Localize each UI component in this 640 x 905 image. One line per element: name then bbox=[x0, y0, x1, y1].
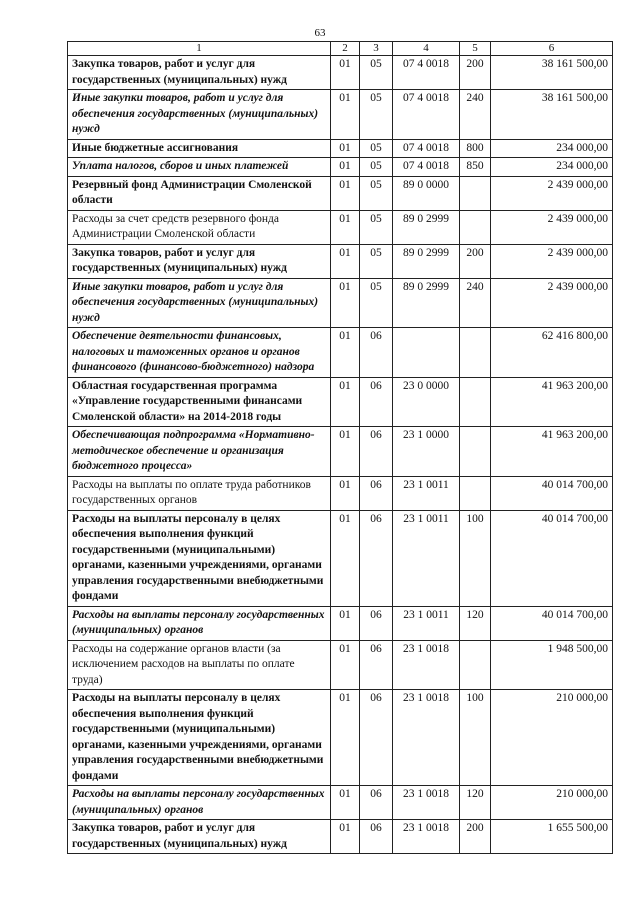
row-target-article: 89 0 2999 bbox=[393, 278, 460, 328]
row-section: 01 bbox=[331, 158, 360, 177]
row-expense-type: 200 bbox=[460, 820, 491, 854]
row-name: Расходы на выплаты персоналу в целях обеспечения выполнения функций государственными (муниципальными) органами, казенными учреждениями, органами управления государственными внебюджетными фондами bbox=[68, 510, 331, 606]
row-amount: 210 000,00 bbox=[491, 690, 613, 786]
row-section: 01 bbox=[331, 820, 360, 854]
table-row bbox=[68, 476, 613, 510]
row-expense-type bbox=[460, 427, 491, 477]
row-subsection: 06 bbox=[360, 690, 393, 786]
row-subsection: 06 bbox=[360, 786, 393, 820]
row-expense-type bbox=[460, 377, 491, 427]
row-subsection: 05 bbox=[360, 210, 393, 244]
row-section: 01 bbox=[331, 278, 360, 328]
row-subsection: 05 bbox=[360, 158, 393, 177]
row-target-article bbox=[393, 328, 460, 378]
row-section: 01 bbox=[331, 786, 360, 820]
row-subsection: 06 bbox=[360, 427, 393, 477]
row-expense-type: 240 bbox=[460, 90, 491, 140]
row-amount: 2 439 000,00 bbox=[491, 244, 613, 278]
row-amount: 2 439 000,00 bbox=[491, 210, 613, 244]
table-row bbox=[68, 690, 613, 786]
row-amount: 210 000,00 bbox=[491, 786, 613, 820]
page-number: 63 bbox=[314, 27, 326, 39]
row-name: Расходы за счет средств резервного фонда Администрации Смоленской области bbox=[68, 210, 331, 244]
table-row bbox=[68, 510, 613, 606]
row-target-article: 89 0 2999 bbox=[393, 244, 460, 278]
row-name: Иные закупки товаров, работ и услуг для обеспечения государственных (муниципальных) нужд bbox=[68, 278, 331, 328]
row-amount: 40 014 700,00 bbox=[491, 510, 613, 606]
table-row bbox=[68, 786, 613, 820]
row-amount: 234 000,00 bbox=[491, 158, 613, 177]
row-amount: 40 014 700,00 bbox=[491, 606, 613, 640]
row-name: Расходы на выплаты персоналу государственных (муниципальных) органов bbox=[68, 606, 331, 640]
row-name: Расходы на содержание органов власти (за исключением расходов на выплаты по оплате труда) bbox=[68, 640, 331, 690]
row-target-article: 23 1 0011 bbox=[393, 476, 460, 510]
row-expense-type: 120 bbox=[460, 606, 491, 640]
header-col-2: 2 bbox=[331, 42, 360, 56]
row-section: 01 bbox=[331, 377, 360, 427]
row-amount: 2 439 000,00 bbox=[491, 176, 613, 210]
row-target-article: 23 0 0000 bbox=[393, 377, 460, 427]
row-section: 01 bbox=[331, 476, 360, 510]
row-target-article: 07 4 0018 bbox=[393, 56, 460, 90]
row-amount: 41 963 200,00 bbox=[491, 427, 613, 477]
row-name: Обеспечение деятельности финансовых, налоговых и таможенных органов и органов финансового (финансово-бюджетного) надзора bbox=[68, 328, 331, 378]
row-subsection: 06 bbox=[360, 510, 393, 606]
header-col-4: 4 bbox=[393, 42, 460, 56]
row-amount: 38 161 500,00 bbox=[491, 56, 613, 90]
table-row bbox=[68, 158, 613, 177]
row-name: Уплата налогов, сборов и иных платежей bbox=[68, 158, 331, 177]
row-name: Обеспечивающая подпрограмма «Нормативно-методическое обеспечение и организация бюджетного процесса» bbox=[68, 427, 331, 477]
row-expense-type: 120 bbox=[460, 786, 491, 820]
row-expense-type: 240 bbox=[460, 278, 491, 328]
row-section: 01 bbox=[331, 690, 360, 786]
row-section: 01 bbox=[331, 56, 360, 90]
row-subsection: 05 bbox=[360, 139, 393, 158]
row-subsection: 05 bbox=[360, 56, 393, 90]
row-target-article: 23 1 0018 bbox=[393, 640, 460, 690]
table-row bbox=[68, 278, 613, 328]
row-expense-type: 850 bbox=[460, 158, 491, 177]
row-name: Расходы на выплаты персоналу государственных (муниципальных) органов bbox=[68, 786, 331, 820]
row-section: 01 bbox=[331, 139, 360, 158]
row-amount: 234 000,00 bbox=[491, 139, 613, 158]
row-section: 01 bbox=[331, 328, 360, 378]
row-expense-type: 200 bbox=[460, 244, 491, 278]
row-amount: 40 014 700,00 bbox=[491, 476, 613, 510]
row-subsection: 06 bbox=[360, 476, 393, 510]
row-target-article: 89 0 2999 bbox=[393, 210, 460, 244]
row-section: 01 bbox=[331, 244, 360, 278]
row-expense-type: 100 bbox=[460, 510, 491, 606]
row-target-article: 07 4 0018 bbox=[393, 158, 460, 177]
row-amount: 38 161 500,00 bbox=[491, 90, 613, 140]
row-subsection: 06 bbox=[360, 640, 393, 690]
row-name: Иные бюджетные ассигнования bbox=[68, 139, 331, 158]
header-col-3: 3 bbox=[360, 42, 393, 56]
row-target-article: 23 1 0011 bbox=[393, 510, 460, 606]
row-amount: 1 655 500,00 bbox=[491, 820, 613, 854]
row-section: 01 bbox=[331, 176, 360, 210]
table-row bbox=[68, 139, 613, 158]
row-expense-type bbox=[460, 328, 491, 378]
row-target-article: 23 1 0000 bbox=[393, 427, 460, 477]
row-section: 01 bbox=[331, 640, 360, 690]
header-col-1: 1 bbox=[68, 42, 331, 56]
row-amount: 41 963 200,00 bbox=[491, 377, 613, 427]
row-name: Закупка товаров, работ и услуг для государственных (муниципальных) нужд bbox=[68, 56, 331, 90]
row-name: Иные закупки товаров, работ и услуг для обеспечения государственных (муниципальных) нужд bbox=[68, 90, 331, 140]
row-section: 01 bbox=[331, 90, 360, 140]
table-row bbox=[68, 90, 613, 140]
table-row bbox=[68, 606, 613, 640]
row-subsection: 06 bbox=[360, 606, 393, 640]
row-expense-type: 200 bbox=[460, 56, 491, 90]
row-expense-type: 100 bbox=[460, 690, 491, 786]
row-amount: 1 948 500,00 bbox=[491, 640, 613, 690]
row-target-article: 07 4 0018 bbox=[393, 90, 460, 140]
row-target-article: 89 0 0000 bbox=[393, 176, 460, 210]
row-subsection: 05 bbox=[360, 244, 393, 278]
row-subsection: 05 bbox=[360, 176, 393, 210]
table-row bbox=[68, 328, 613, 378]
table-row bbox=[68, 210, 613, 244]
row-expense-type bbox=[460, 476, 491, 510]
row-subsection: 06 bbox=[360, 328, 393, 378]
table-row bbox=[68, 427, 613, 477]
row-target-article: 23 1 0018 bbox=[393, 690, 460, 786]
table-row bbox=[68, 377, 613, 427]
row-name: Расходы на выплаты по оплате труда работников государственных органов bbox=[68, 476, 331, 510]
row-name: Закупка товаров, работ и услуг для государственных (муниципальных) нужд bbox=[68, 244, 331, 278]
budget-table bbox=[67, 41, 613, 854]
row-target-article: 23 1 0011 bbox=[393, 606, 460, 640]
row-expense-type bbox=[460, 176, 491, 210]
table-row bbox=[68, 640, 613, 690]
row-subsection: 06 bbox=[360, 820, 393, 854]
header-col-5: 5 bbox=[460, 42, 491, 56]
row-amount: 2 439 000,00 bbox=[491, 278, 613, 328]
row-section: 01 bbox=[331, 210, 360, 244]
row-target-article: 23 1 0018 bbox=[393, 786, 460, 820]
row-subsection: 05 bbox=[360, 90, 393, 140]
row-subsection: 05 bbox=[360, 278, 393, 328]
row-section: 01 bbox=[331, 427, 360, 477]
header-row bbox=[68, 42, 613, 56]
row-subsection: 06 bbox=[360, 377, 393, 427]
row-name: Закупка товаров, работ и услуг для государственных (муниципальных) нужд bbox=[68, 820, 331, 854]
table-row bbox=[68, 176, 613, 210]
row-expense-type bbox=[460, 640, 491, 690]
row-target-article: 23 1 0018 bbox=[393, 820, 460, 854]
table-row bbox=[68, 244, 613, 278]
row-name: Областная государственная программа «Управление государственными финансами Смоленской области» на 2014-2018 годы bbox=[68, 377, 331, 427]
row-name: Расходы на выплаты персоналу в целях обеспечения выполнения функций государственными (муниципальными) органами, казенными учреждениями, органами управления государственными внебюджетными фондами bbox=[68, 690, 331, 786]
table-row bbox=[68, 820, 613, 854]
row-name: Резервный фонд Администрации Смоленской области bbox=[68, 176, 331, 210]
table-row bbox=[68, 56, 613, 90]
header-col-6: 6 bbox=[491, 42, 613, 56]
row-section: 01 bbox=[331, 510, 360, 606]
row-expense-type bbox=[460, 210, 491, 244]
row-amount: 62 416 800,00 bbox=[491, 328, 613, 378]
row-section: 01 bbox=[331, 606, 360, 640]
row-target-article: 07 4 0018 bbox=[393, 139, 460, 158]
row-expense-type: 800 bbox=[460, 139, 491, 158]
